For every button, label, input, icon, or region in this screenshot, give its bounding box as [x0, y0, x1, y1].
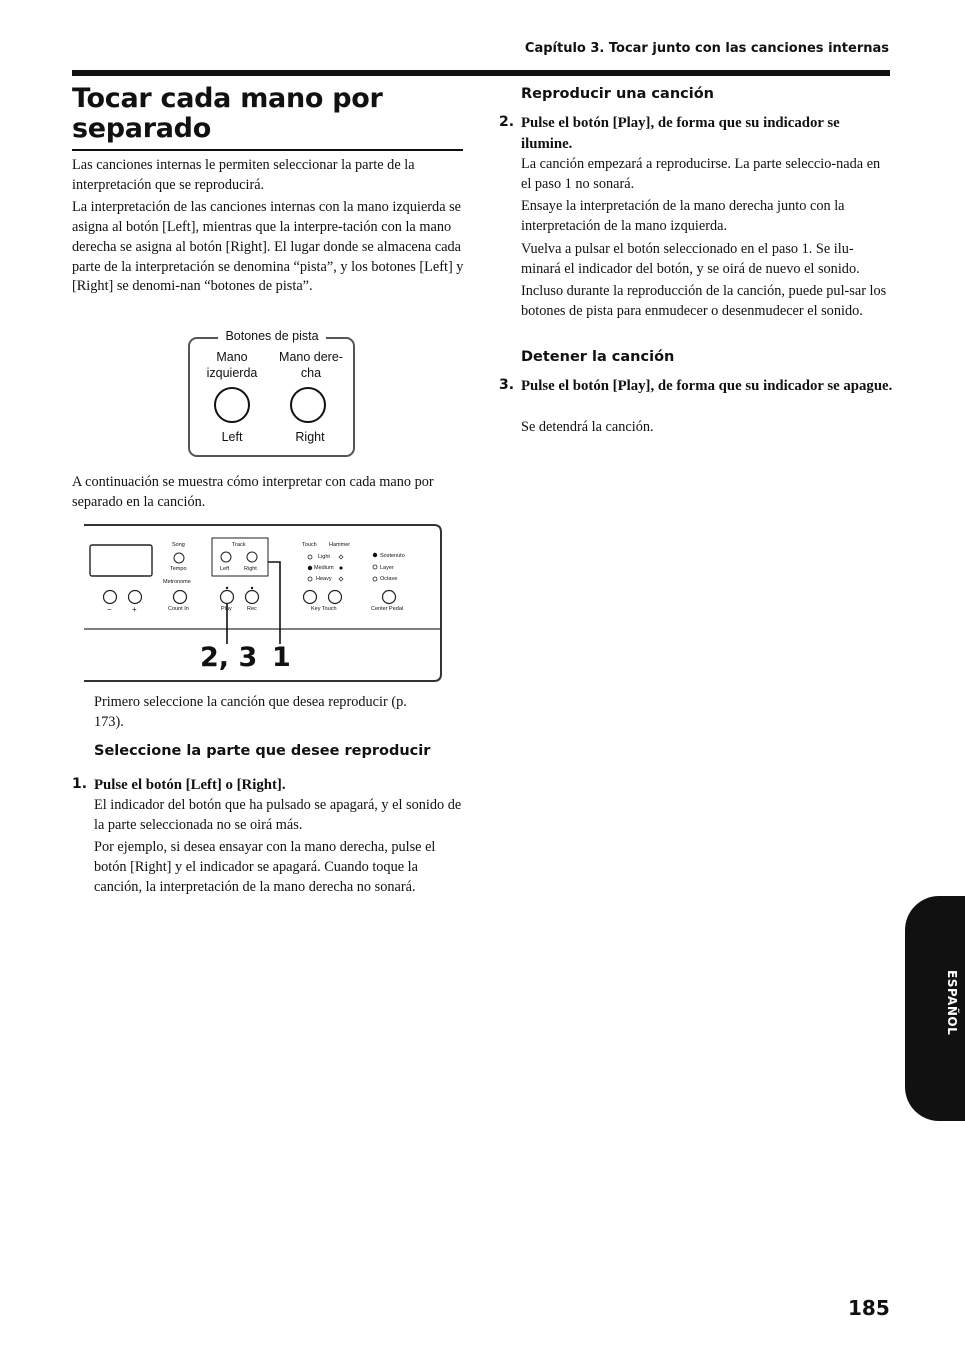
panel-track-label: Track [232, 542, 246, 548]
callout-1: 1 [272, 642, 291, 673]
step-1-paragraph-1: El indicador del botón que ha pulsado se apagará, y el sonido de la parte seleccionada no se oirá más. [94, 797, 462, 833]
panel-layer-label: Layer [380, 565, 394, 571]
panel-right-label: Right [244, 566, 257, 572]
minus-button [104, 591, 117, 604]
left-hand-label: Mano izquierda [206, 350, 258, 380]
title-rule [72, 149, 463, 151]
panel-left-label: Left [220, 566, 230, 572]
left-track-button[interactable] [214, 387, 250, 423]
callout-line-track [268, 562, 280, 644]
chapter-header: Capítulo 3. Tocar junto con las canciones internas [524, 41, 889, 56]
callout-2-3: 2, 3 [200, 642, 258, 673]
step-1-number: 1. [72, 776, 88, 792]
panel-left-button [221, 552, 231, 562]
intro-paragraph-1: Las canciones internas le permiten seleccionar la parte de la interpretación que se reproducirá. [72, 157, 415, 193]
right-button-label: Right [295, 430, 325, 444]
step-3-paragraph-1: Se detendrá la canción. [521, 419, 654, 435]
rec-button [246, 591, 259, 604]
panel-key-touch-label: Key Touch [311, 606, 337, 612]
panel-song-label: Song [172, 542, 185, 548]
panel-medium-label: Medium [314, 565, 334, 571]
panel-rec-label: Rec [247, 606, 257, 612]
subheading-select-part: Seleccione la parte que desee reproducir [94, 743, 431, 759]
subheading-stop-song: Detener la canción [521, 349, 675, 365]
subheading-play-song: Reproducir una canción [521, 86, 714, 102]
language-tab-label: ESPAÑOL [945, 970, 959, 1036]
center-pedal-button [383, 591, 396, 604]
intro-paragraph-2: La interpretación de las canciones internas con la mano izquierda se asigna al botón [Left], mientras que la interpre-tación con la mano derecha se asigna al botón [Right]. El lugar donde se almacena cada parte de la interpretación se denomina “pista”, y los botones [Left] y [Right] se denomi-nan “botones de pista”. [72, 199, 464, 295]
intro-block [72, 156, 464, 297]
panel-octave-label: Octave [380, 576, 398, 582]
panel-heavy-label: Heavy [316, 576, 332, 582]
panel-play-label: Play [221, 606, 232, 612]
panel-count-in-label: Count In [168, 606, 189, 612]
panel-sostenuto-label: Sostenuto [380, 553, 405, 559]
panel-light-label: Light [318, 554, 330, 560]
right-hand-label: Mano dere- cha [279, 350, 343, 380]
display-screen [90, 545, 152, 576]
track-buttons-title: Botones de pista [218, 328, 326, 344]
after-diagram-text: A continuación se muestra cómo interpretar con cada mano por separado en la canción. [72, 474, 434, 510]
piano-panel-illustration [84, 524, 444, 682]
step-3-title: Pulse el botón [Play], de forma que su indicador se apague. [521, 378, 893, 394]
title-line-2: separado [72, 113, 211, 144]
left-button-label: Left [221, 430, 243, 444]
step-3-number: 3. [499, 377, 515, 393]
panel-minus-label: − [107, 605, 112, 614]
first-select-text: Primero seleccione la canción que desea reproducir (p. 173). [94, 694, 407, 730]
play-button [221, 591, 234, 604]
step-2-number: 2. [499, 114, 515, 130]
step-2-paragraph-4: Incluso durante la reproducción de la canción, puede pul-sar los botones de pista para enmudecer o desenmudecer el sonido. [521, 283, 887, 319]
step-2-paragraph-2: Ensaye la interpretación de la mano derecha junto con la interpretación de la mano izquierda. [521, 198, 845, 235]
page-title [72, 84, 462, 144]
right-track-button[interactable] [290, 387, 326, 423]
step-2-title: Pulse el botón [Play], de forma que su indicador se ilumine. [521, 115, 840, 152]
metronome-button [174, 591, 187, 604]
title-line-1: Tocar cada mano por [72, 83, 383, 114]
page-number: 185 [848, 1296, 890, 1320]
step-1-title: Pulse el botón [Left] o [Right]. [94, 777, 286, 793]
panel-metronome-label: Metronome [163, 579, 191, 585]
panel-touch-label: Touch [302, 542, 317, 548]
step-2-paragraph-3: Vuelva a pulsar el botón seleccionado en el paso 1. Se ilu-minará el indicador del botón, y se oirá de nuevo el sonido. [521, 240, 860, 277]
plus-button [129, 591, 142, 604]
panel-tempo-label: Tempo [170, 566, 187, 572]
key-touch-button-2 [329, 591, 342, 604]
step-2-paragraph-1: La canción empezará a reproducirse. La parte seleccio-nada en el paso 1 no sonará. [521, 156, 881, 192]
song-indicator [174, 553, 184, 563]
step-1-paragraph-2: Por ejemplo, si desea ensayar con la mano derecha, pulse el botón [Right] y el indicador se apagará. Cuando toque la canción, la interpretación de la mano derecha no sonará. [94, 839, 436, 895]
panel-hammer-label: Hammer [329, 542, 351, 548]
panel-plus-label: + [132, 605, 137, 614]
panel-center-pedal-label: Center Pedal [371, 606, 404, 612]
panel-right-button [247, 552, 257, 562]
key-touch-button-1 [304, 591, 317, 604]
top-rule [72, 70, 890, 76]
